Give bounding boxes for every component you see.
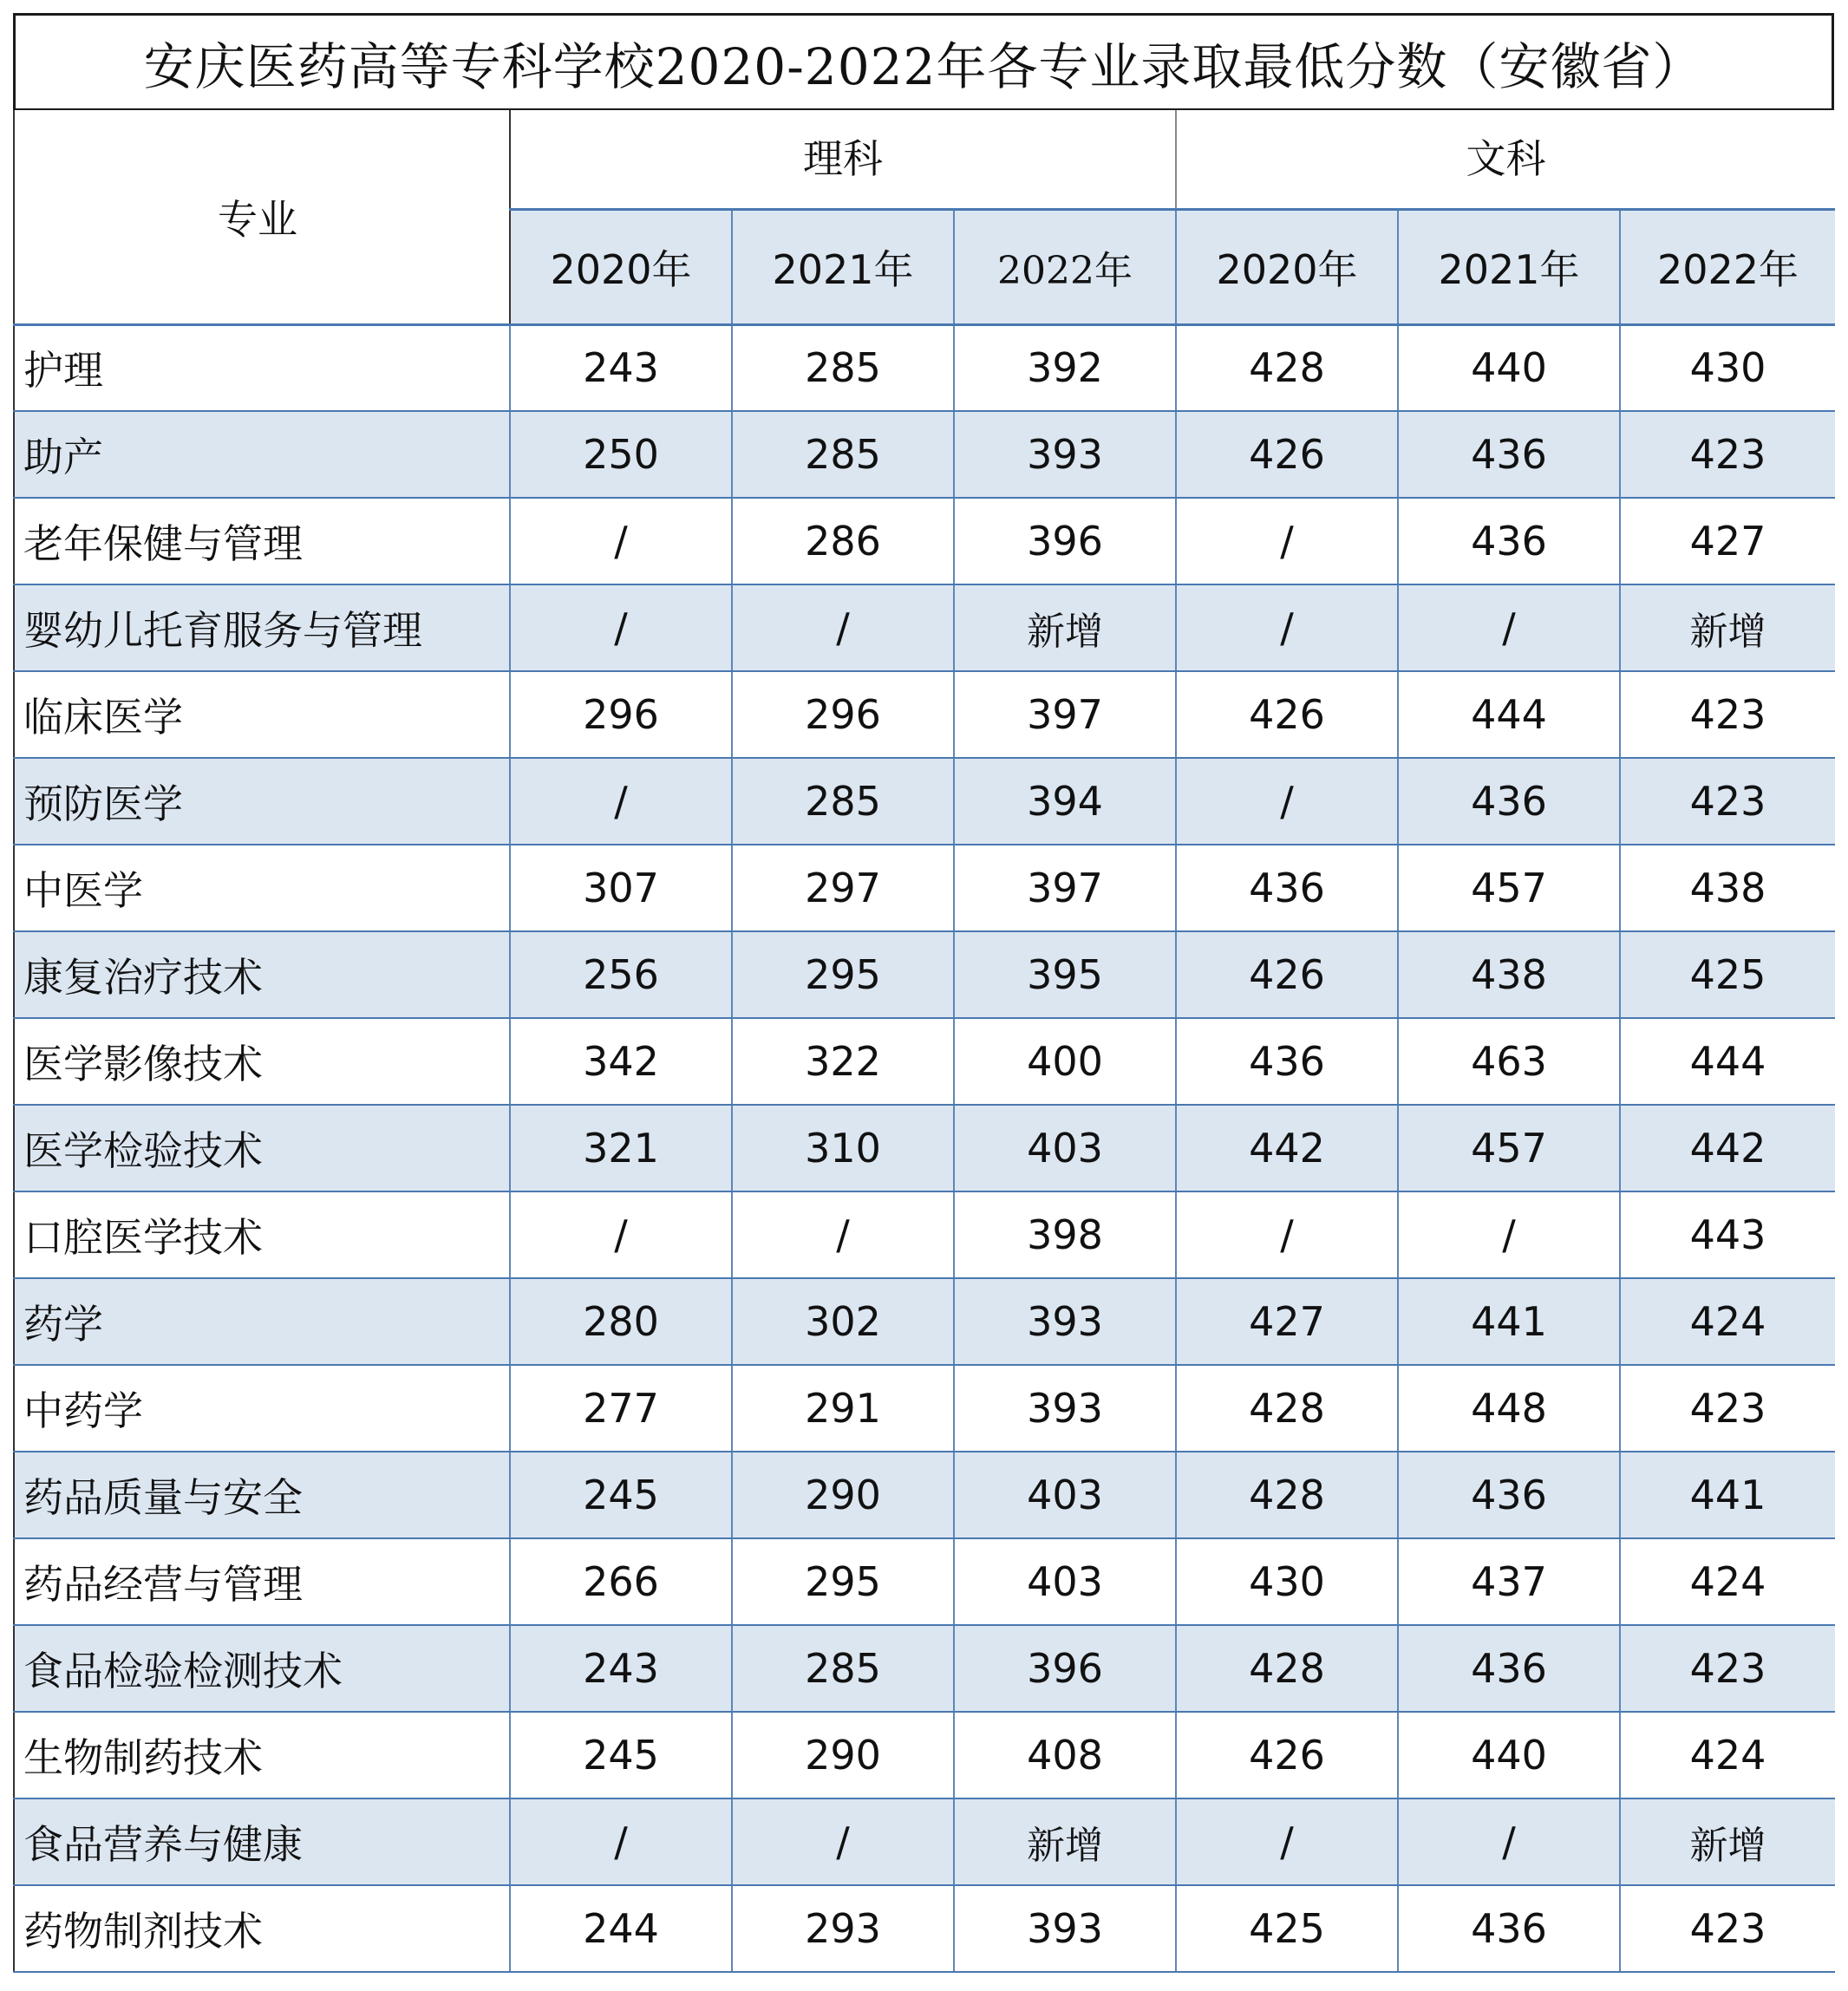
score-cell: 297 — [732, 845, 954, 931]
score-cell: 250 — [510, 411, 732, 498]
score-cell: 393 — [954, 1278, 1176, 1365]
score-cell: 423 — [1620, 671, 1835, 758]
header-major: 专业 — [14, 110, 510, 324]
table-row — [14, 758, 1835, 845]
table-row — [14, 1712, 1835, 1798]
score-cell: 新增 — [1620, 1798, 1835, 1885]
score-cell: 436 — [1398, 411, 1620, 498]
major-name-cell: 老年保健与管理 — [14, 498, 510, 584]
score-cell: 424 — [1620, 1278, 1835, 1365]
score-cell: 428 — [1176, 1365, 1398, 1452]
score-cell: 444 — [1398, 671, 1620, 758]
score-cell: 342 — [510, 1018, 732, 1105]
score-cell: 393 — [954, 1365, 1176, 1452]
score-cell: 285 — [732, 324, 954, 411]
score-cell: 296 — [510, 671, 732, 758]
score-cell: / — [1398, 1798, 1620, 1885]
score-cell: 393 — [954, 1885, 1176, 1972]
table-row — [14, 845, 1835, 931]
score-cell: 426 — [1176, 931, 1398, 1018]
table-row — [14, 1191, 1835, 1278]
page-title: 安庆医药高等专科学校2020-2022年各专业录取最低分数（安徽省） — [143, 36, 1704, 96]
score-cell: 463 — [1398, 1018, 1620, 1105]
score-cell: 295 — [732, 1538, 954, 1625]
score-cell: 424 — [1620, 1538, 1835, 1625]
score-cell: 436 — [1398, 498, 1620, 584]
major-name-cell: 婴幼儿托育服务与管理 — [14, 584, 510, 671]
score-cell: 426 — [1176, 1712, 1398, 1798]
score-cell: 400 — [954, 1018, 1176, 1105]
header-year: 2022年 — [1620, 209, 1835, 324]
score-cell: 403 — [954, 1105, 1176, 1191]
score-cell: 285 — [732, 411, 954, 498]
score-cell: 398 — [954, 1191, 1176, 1278]
score-cell: 444 — [1620, 1018, 1835, 1105]
score-cell: 442 — [1620, 1105, 1835, 1191]
table-body — [14, 324, 1835, 1972]
score-cell: / — [1176, 584, 1398, 671]
score-cell: 321 — [510, 1105, 732, 1191]
score-cell: 442 — [1176, 1105, 1398, 1191]
score-cell: 438 — [1398, 931, 1620, 1018]
table-row — [14, 1452, 1835, 1538]
score-cell: 423 — [1620, 411, 1835, 498]
score-cell: 285 — [732, 1625, 954, 1712]
table-row — [14, 1625, 1835, 1712]
score-cell: / — [1176, 498, 1398, 584]
score-cell: 293 — [732, 1885, 954, 1972]
major-name-cell: 药品质量与安全 — [14, 1452, 510, 1538]
header-group-arts: 文科 — [1176, 110, 1835, 209]
score-cell: 457 — [1398, 1105, 1620, 1191]
table-row — [14, 411, 1835, 498]
score-cell: 277 — [510, 1365, 732, 1452]
major-name-cell: 助产 — [14, 411, 510, 498]
score-sheet — [13, 13, 1834, 1973]
score-cell: 新增 — [954, 584, 1176, 671]
header-year: 2020年 — [1176, 209, 1398, 324]
score-cell: 426 — [1176, 671, 1398, 758]
score-cell: 426 — [1176, 411, 1398, 498]
score-cell: 322 — [732, 1018, 954, 1105]
header-group-science: 理科 — [510, 110, 1176, 209]
score-cell: 291 — [732, 1365, 954, 1452]
major-name-cell: 生物制药技术 — [14, 1712, 510, 1798]
score-cell: 396 — [954, 498, 1176, 584]
score-cell: 436 — [1398, 1452, 1620, 1538]
score-cell: 403 — [954, 1452, 1176, 1538]
major-name-cell: 预防医学 — [14, 758, 510, 845]
score-cell: 423 — [1620, 1625, 1835, 1712]
score-cell: 286 — [732, 498, 954, 584]
score-cell: 266 — [510, 1538, 732, 1625]
table-row — [14, 324, 1835, 411]
score-cell: 430 — [1176, 1538, 1398, 1625]
table-row — [14, 1798, 1835, 1885]
score-cell: 441 — [1620, 1452, 1835, 1538]
major-name-cell: 临床医学 — [14, 671, 510, 758]
score-cell: / — [1176, 1191, 1398, 1278]
major-name-cell: 药物制剂技术 — [14, 1885, 510, 1972]
score-cell: 307 — [510, 845, 732, 931]
score-cell: 396 — [954, 1625, 1176, 1712]
score-cell: 310 — [732, 1105, 954, 1191]
score-cell: 457 — [1398, 845, 1620, 931]
score-cell: / — [1398, 1191, 1620, 1278]
table-row — [14, 931, 1835, 1018]
score-cell: 425 — [1620, 931, 1835, 1018]
score-cell: 245 — [510, 1712, 732, 1798]
score-cell: 428 — [1176, 324, 1398, 411]
score-cell: 427 — [1176, 1278, 1398, 1365]
score-cell: 285 — [732, 758, 954, 845]
header-year: 2022年 — [954, 209, 1176, 324]
header-year: 2020年 — [510, 209, 732, 324]
major-name-cell: 食品营养与健康 — [14, 1798, 510, 1885]
table-row — [14, 1538, 1835, 1625]
score-cell: / — [1176, 758, 1398, 845]
header-year: 2021年 — [732, 209, 954, 324]
score-cell: 302 — [732, 1278, 954, 1365]
score-cell: 397 — [954, 845, 1176, 931]
score-cell: 395 — [954, 931, 1176, 1018]
major-name-cell: 食品检验检测技术 — [14, 1625, 510, 1712]
major-name-cell: 中医学 — [14, 845, 510, 931]
table-row — [14, 1278, 1835, 1365]
score-cell: 436 — [1398, 1625, 1620, 1712]
score-cell: 244 — [510, 1885, 732, 1972]
score-cell: 436 — [1176, 1018, 1398, 1105]
table-row — [14, 1018, 1835, 1105]
score-cell: / — [1398, 584, 1620, 671]
score-cell: 428 — [1176, 1625, 1398, 1712]
title-box — [13, 13, 1834, 110]
major-name-cell: 医学影像技术 — [14, 1018, 510, 1105]
score-cell: 392 — [954, 324, 1176, 411]
major-name-cell: 中药学 — [14, 1365, 510, 1452]
score-cell: 438 — [1620, 845, 1835, 931]
score-cell: 243 — [510, 1625, 732, 1712]
score-cell: / — [1176, 1798, 1398, 1885]
score-cell: 393 — [954, 411, 1176, 498]
score-cell: 440 — [1398, 324, 1620, 411]
score-cell: / — [732, 584, 954, 671]
score-cell: 441 — [1398, 1278, 1620, 1365]
score-cell: 423 — [1620, 1885, 1835, 1972]
table-row — [14, 671, 1835, 758]
score-cell: 296 — [732, 671, 954, 758]
score-cell: 443 — [1620, 1191, 1835, 1278]
score-cell: 397 — [954, 671, 1176, 758]
score-cell: / — [510, 498, 732, 584]
score-cell: 448 — [1398, 1365, 1620, 1452]
score-cell: 408 — [954, 1712, 1176, 1798]
table-row — [14, 498, 1835, 584]
score-cell: 243 — [510, 324, 732, 411]
score-cell: 436 — [1398, 758, 1620, 845]
score-cell: 290 — [732, 1712, 954, 1798]
score-cell: 295 — [732, 931, 954, 1018]
table-row — [14, 1365, 1835, 1452]
score-cell: 245 — [510, 1452, 732, 1538]
major-name-cell: 康复治疗技术 — [14, 931, 510, 1018]
score-cell: 290 — [732, 1452, 954, 1538]
score-cell: 423 — [1620, 758, 1835, 845]
table-row — [14, 584, 1835, 671]
score-cell: / — [510, 584, 732, 671]
major-name-cell: 医学检验技术 — [14, 1105, 510, 1191]
score-cell: 430 — [1620, 324, 1835, 411]
major-name-cell: 口腔医学技术 — [14, 1191, 510, 1278]
score-cell: 423 — [1620, 1365, 1835, 1452]
score-cell: 436 — [1398, 1885, 1620, 1972]
major-name-cell: 药品经营与管理 — [14, 1538, 510, 1625]
header-year: 2021年 — [1398, 209, 1620, 324]
score-cell: / — [732, 1191, 954, 1278]
score-cell: 新增 — [954, 1798, 1176, 1885]
table-row — [14, 1885, 1835, 1972]
score-cell: 436 — [1176, 845, 1398, 931]
score-cell: / — [732, 1798, 954, 1885]
score-cell: 394 — [954, 758, 1176, 845]
score-cell: 427 — [1620, 498, 1835, 584]
score-cell: 256 — [510, 931, 732, 1018]
score-cell: 403 — [954, 1538, 1176, 1625]
table-header — [14, 110, 1835, 324]
score-cell: 425 — [1176, 1885, 1398, 1972]
score-cell: / — [510, 1798, 732, 1885]
score-cell: 新增 — [1620, 584, 1835, 671]
score-table — [13, 110, 1835, 1973]
score-cell: 428 — [1176, 1452, 1398, 1538]
score-cell: 280 — [510, 1278, 732, 1365]
score-cell: / — [510, 758, 732, 845]
score-cell: 437 — [1398, 1538, 1620, 1625]
major-name-cell: 护理 — [14, 324, 510, 411]
table-row — [14, 1105, 1835, 1191]
major-name-cell: 药学 — [14, 1278, 510, 1365]
score-cell: 424 — [1620, 1712, 1835, 1798]
score-cell: / — [510, 1191, 732, 1278]
score-cell: 440 — [1398, 1712, 1620, 1798]
